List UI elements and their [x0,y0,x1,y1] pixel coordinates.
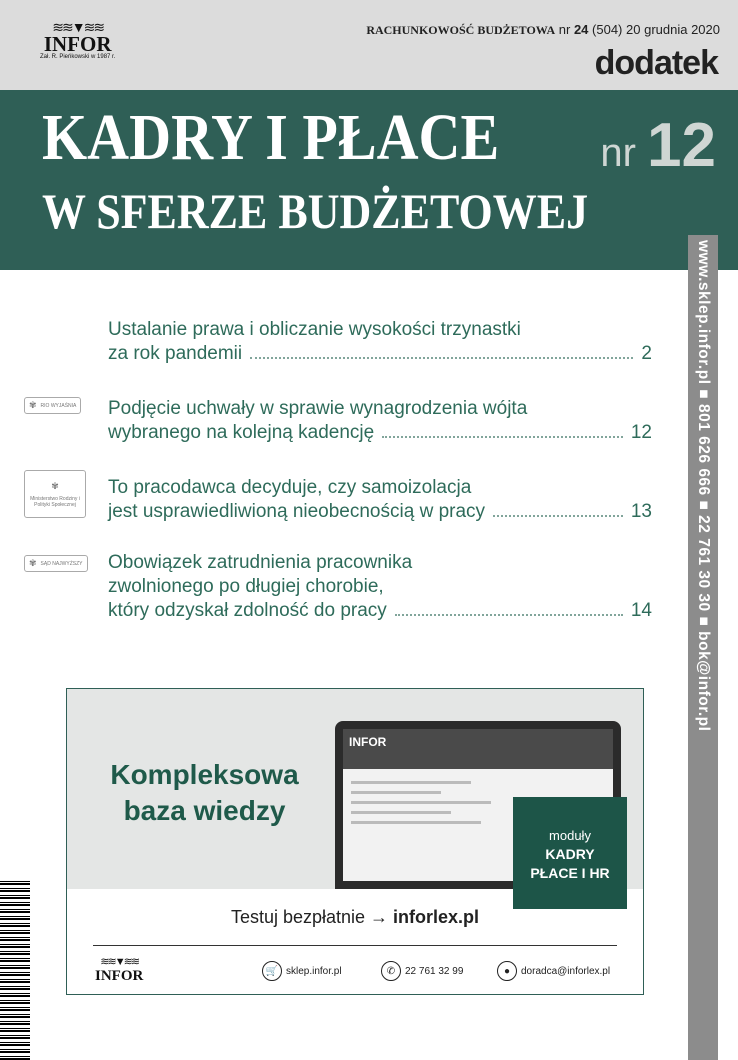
supreme-court-badge: ✾ SĄD NAJWYŻSZY [24,555,88,572]
ministry-badge: ✾ Ministerstwo Rodziny i Polityki Społecznej [24,470,86,518]
emblem-icon: ✾ [51,480,59,491]
infor-logo: ≋≋▼≋≋ INFOR Zał. R. Pieńkowski w 1987 r. [40,19,116,60]
modules-box: moduły KADRY PŁACE I HR [513,797,627,909]
title-line1: KADRY I PŁACE [42,101,500,174]
eagle-icon: ≋≋▼≋≋ [100,956,139,968]
issue-number: nr 12 [600,111,716,180]
eagle-icon: ≋≋▼≋≋ [52,19,104,35]
shop-link[interactable]: 🛒 sklep.infor.pl [262,961,342,981]
divider [93,945,617,946]
cart-icon: 🛒 [262,961,282,981]
emblem-icon: ✾ [29,558,37,568]
toc-item[interactable]: Ustalanie prawa i obliczanie wysokości trzynastki za rok pandemii 2 [108,319,652,364]
issue-info: RACHUNKOWOŚĆ BUDŻETOWA nr 24 (504) 20 grudnia 2020 [366,22,720,37]
title-line2: W SFERZE BUDŻETOWEJ [42,183,589,239]
email-contact[interactable]: ● doradca@inforlex.pl [497,961,610,981]
phone-contact[interactable]: ✆ 22 761 32 99 [381,961,463,981]
toc-item[interactable]: Obowiązek zatrudnienia pracownika zwolnionego po długiej chorobie, który odzyskał zdolność do pracy 14 [108,552,652,621]
laptop-image: INFOR [335,721,621,889]
inforlex-ad[interactable] [66,688,644,995]
sidebar-text: www.sklep.infor.pl ■ 801 626 666 ■ 22 761 30 30 ■ bok@infor.pl [695,240,712,732]
rio-badge: ✾ RIO WYJAŚNIA [24,397,81,414]
barcode [0,880,30,1060]
mouse-icon: ● [497,961,517,981]
infor-logo: ≋≋▼≋≋ INFOR [95,956,144,984]
phone-icon: ✆ [381,961,401,981]
ad-headline: Kompleksowa baza wiedzy [110,759,299,826]
cta[interactable]: Testuj bezpłatnie → inforlex.pl [230,907,480,927]
emblem-icon: ✾ [29,400,37,410]
toc-item[interactable]: Podjęcie uchwały w sprawie wynagrodzenia wójta wybranego na kolejną kadencję 12 [108,398,652,443]
supplement-label: dodatek [594,44,718,82]
toc-item[interactable]: To pracodawca decyduje, czy samoizolacja jest usprawiedliwioną nieobecnością w pracy 13 [108,477,652,522]
